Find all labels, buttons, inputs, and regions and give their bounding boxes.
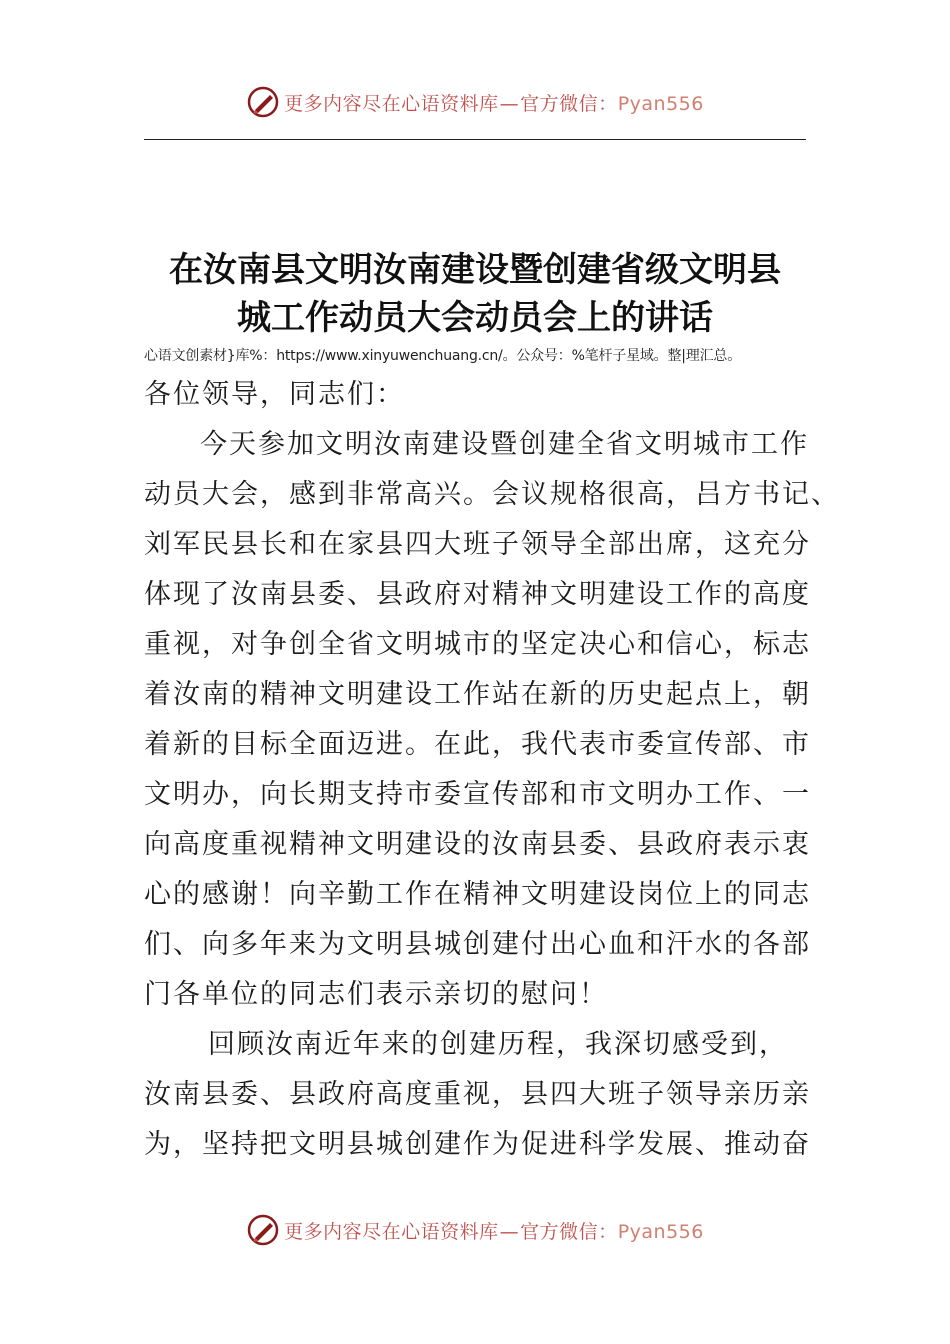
title-line-1: 在汝南县文明汝南建设暨创建省级文明县 [169,250,781,290]
body-line: 回顾汝南近年来的创建历程，我深切感受到， [208,1029,788,1060]
body-line: 重视，对争创全省文明城市的坚定决心和信心，标志 [144,629,811,660]
footer-separator: — [499,1220,520,1243]
document-title [120,246,830,342]
header-wechat-id: Pyan556 [617,92,704,115]
body-line: 为，坚持把文明县城创建作为促进科学发展、推动奋 [144,1129,811,1160]
body-line: 门各单位的同志们表示亲切的慰问！ [144,979,608,1010]
footer-promo-text: 更多内容尽在心语资料库 [284,1220,499,1243]
footer-wechat-id: Pyan556 [617,1220,704,1243]
source-note: 心语文创素材}库%：https://www.xinyuwenchuang.cn/。公众号：%笔杆子星域。整|理汇总。 [144,348,741,364]
salutation: 各位领导，同志们： [144,379,405,410]
header-wechat-label: 官方微信： [520,92,618,115]
body-line: 动员大会，感到非常高兴。会议规格很高，吕方书记、 [144,479,840,510]
body-line: 着汝南的精神文明建设工作站在新的历史起点上，朝 [144,679,811,710]
footer-wechat-label: 官方微信： [520,1220,618,1243]
body-line: 今天参加文明汝南建设暨创建全省文明城市工作 [200,429,809,460]
header-promo-text: 更多内容尽在心语资料库 [284,92,499,115]
pen-logo-icon [246,85,280,119]
footer-banner [0,1210,950,1250]
pen-logo-icon [246,1213,280,1247]
body-line: 体现了汝南县委、县政府对精神文明建设工作的高度 [144,579,811,610]
header-banner [0,82,950,122]
body-line: 着新的目标全面迈进。在此，我代表市委宣传部、市 [144,729,811,760]
title-line-2: 城工作动员大会动员会上的讲话 [237,298,713,338]
body-line: 刘军民县长和在家县四大班子领导全部出席，这充分 [144,529,811,560]
body-line: 文明办，向长期支持市委宣传部和市文明办工作、一 [144,779,811,810]
body-line: 心的感谢！向辛勤工作在精神文明建设岗位上的同志 [144,879,811,910]
body-line: 汝南县委、县政府高度重视，县四大班子领导亲历亲 [144,1079,811,1110]
document-body [144,370,840,1170]
body-line: 们、向多年来为文明县城创建付出心血和汗水的各部 [144,929,811,960]
header-divider [144,139,806,140]
body-line: 向高度重视精神文明建设的汝南县委、县政府表示衷 [144,829,811,860]
header-separator: — [499,92,520,115]
